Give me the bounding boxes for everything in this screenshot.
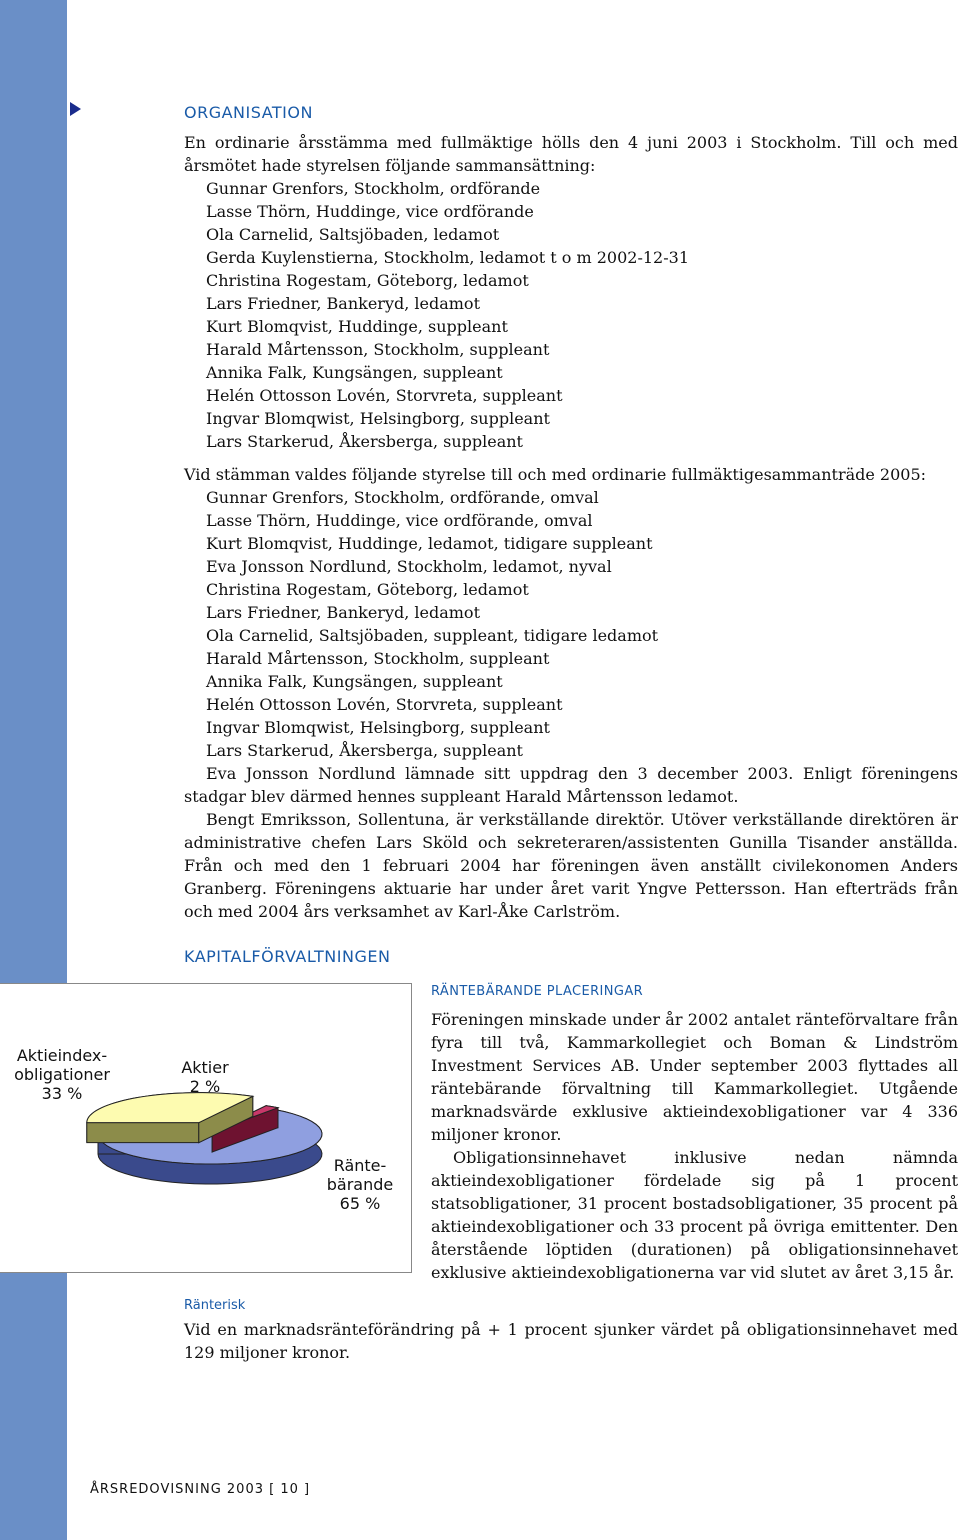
pie-label-aktieindex [12,1046,112,1103]
pie-label-rantebarande [322,1156,398,1213]
pie-label-rantebarande-line1: Ränte- [333,1156,387,1175]
board-after-member: Ingvar Blomqwist, Helsingborg, suppleant [206,718,550,737]
staff-paragraph: Bengt Emriksson, Sollentuna, är verkställande direktör. Utöver verkställande direktören är administrative chefen Lars Sköld och sekreteraren/assistenten Gunilla Tisander anställda. Från och med den 1 februari 2004 har föreningen även anställt civilekonomen Anders Granberg. Föreningens aktuarie har under året varit Yngve Pettersson. Han efterträds från och med 2004 års verksamhet av Karl-Åke Carlström. [184,810,958,921]
board-after-member: Ola Carnelid, Saltsjöbaden, suppleant, tidigare ledamot [206,626,659,645]
pie-label-aktier [170,1058,240,1096]
pie-label-aktier-line1: Aktier [181,1058,229,1077]
board-before-member: Christina Rogestam, Göteborg, ledamot [206,271,529,290]
board-before-member: Ola Carnelid, Saltsjöbaden, ledamot [206,225,500,244]
rantebarande-subheading: RÄNTEBÄRANDE PLACERINGAR [431,984,644,999]
election-intro: Vid stämman valdes följande styrelse till och med ordinarie fullmäktigesammanträde 2005: [184,465,927,484]
board-after-member: Lars Friedner, Bankeryd, ledamot [206,603,480,622]
election-body [184,463,958,923]
pie-label-rantebarande-line2: bärande [326,1175,394,1194]
pie-label-rantebarande-value: 65 % [339,1194,381,1213]
kapital-paragraph-1: Föreningen minskade under år 2002 antalet ränteförvaltare från fyra till två, Kammarkollegiet och Boman & Lindström Investment Services AB. Under september 2003 flyttades all räntebärande förvaltning till Kammarkollegiet. Utgående marknadsvärde exklusive aktieindexobligationer var 4 336 miljoner kronor. [431,1010,958,1144]
board-before-member: Lasse Thörn, Huddinge, vice ordförande [206,202,534,221]
pie-label-aktier-value: 2 % [189,1077,221,1096]
board-before-member: Lars Starkerud, Åkersberga, suppleant [206,432,523,451]
kapital-heading: KAPITALFÖRVALTNINGEN [184,947,391,966]
board-before-member: Gerda Kuylenstierna, Stockholm, ledamot t o m 2002-12-31 [206,248,689,267]
board-after-member: Gunnar Grenfors, Stockholm, ordförande, omval [206,488,599,507]
board-after-member: Christina Rogestam, Göteborg, ledamot [206,580,529,599]
allocation-pie-chart [0,983,412,1273]
pie-label-aktieindex-line2: obligationer [14,1065,110,1084]
kapital-body [431,1008,958,1284]
page-sidebar-band [0,0,67,1540]
board-after-member: Eva Jonsson Nordlund, Stockholm, ledamot, nyval [206,557,612,576]
resignation-paragraph: Eva Jonsson Nordlund lämnade sitt uppdrag den 3 december 2003. Enligt föreningens stadgar blev därmed hennes suppleant Harald Mårtensson ledamot. [184,764,958,806]
board-after-member: Lars Starkerud, Åkersberga, suppleant [206,741,523,760]
board-after-member: Harald Mårtensson, Stockholm, suppleant [206,649,550,668]
board-after-member: Annika Falk, Kungsängen, suppleant [206,672,503,691]
board-before-member: Ingvar Blomqwist, Helsingborg, suppleant [206,409,550,428]
pie-slice-aktieindex-edge-0 [87,1123,199,1143]
pie-label-aktieindex-value: 33 % [41,1084,83,1103]
board-before-list [184,177,958,453]
board-before-member: Annika Falk, Kungsängen, suppleant [206,363,503,382]
board-after-list [184,486,958,762]
pie-chart-svg [0,984,412,1274]
organisation-heading: ORGANISATION [184,103,313,122]
section-arrow-icon [70,102,81,116]
pie-label-aktieindex-line1: Aktieindex- [16,1046,108,1065]
ranterisk-text: Vid en marknadsränteförändring på + 1 procent sjunker värdet på obligationsinnehavet med 129 miljoner kronor. [184,1320,958,1362]
board-before-member: Gunnar Grenfors, Stockholm, ordförande [206,179,541,198]
organisation-intro: En ordinarie årsstämma med fullmäktige hölls den 4 juni 2003 i Stockholm. Till och med årsmötet hade styrelsen följande sammansättning: [184,133,958,175]
ranterisk-heading: Ränterisk [184,1298,246,1313]
board-after-member: Lasse Thörn, Huddinge, vice ordförande, omval [206,511,593,530]
board-after-member: Helén Ottosson Lovén, Storvreta, suppleant [206,695,563,714]
board-before-member: Lars Friedner, Bankeryd, ledamot [206,294,480,313]
kapital-paragraph-2: Obligationsinnehavet inklusive nedan nämnda aktieindexobligationer fördelade sig på 1 procent statsobligationer, 31 procent bostadsobligationer, 35 procent på aktieindexobligationer och 33 procent på övriga emittenter. Den återstående löptiden (durationen) på obligationsinnehavet exklusive aktieindexobligationerna var vid slutet av året 3,15 år. [431,1148,958,1282]
page-footer: ÅRSREDOVISNING 2003 [ 10 ] [90,1482,311,1497]
board-before-member: Kurt Blomqvist, Huddinge, suppleant [206,317,508,336]
organisation-body [184,131,958,453]
board-before-member: Helén Ottosson Lovén, Storvreta, suppleant [206,386,563,405]
board-before-member: Harald Mårtensson, Stockholm, suppleant [206,340,550,359]
board-after-member: Kurt Blomqvist, Huddinge, ledamot, tidigare suppleant [206,534,653,553]
